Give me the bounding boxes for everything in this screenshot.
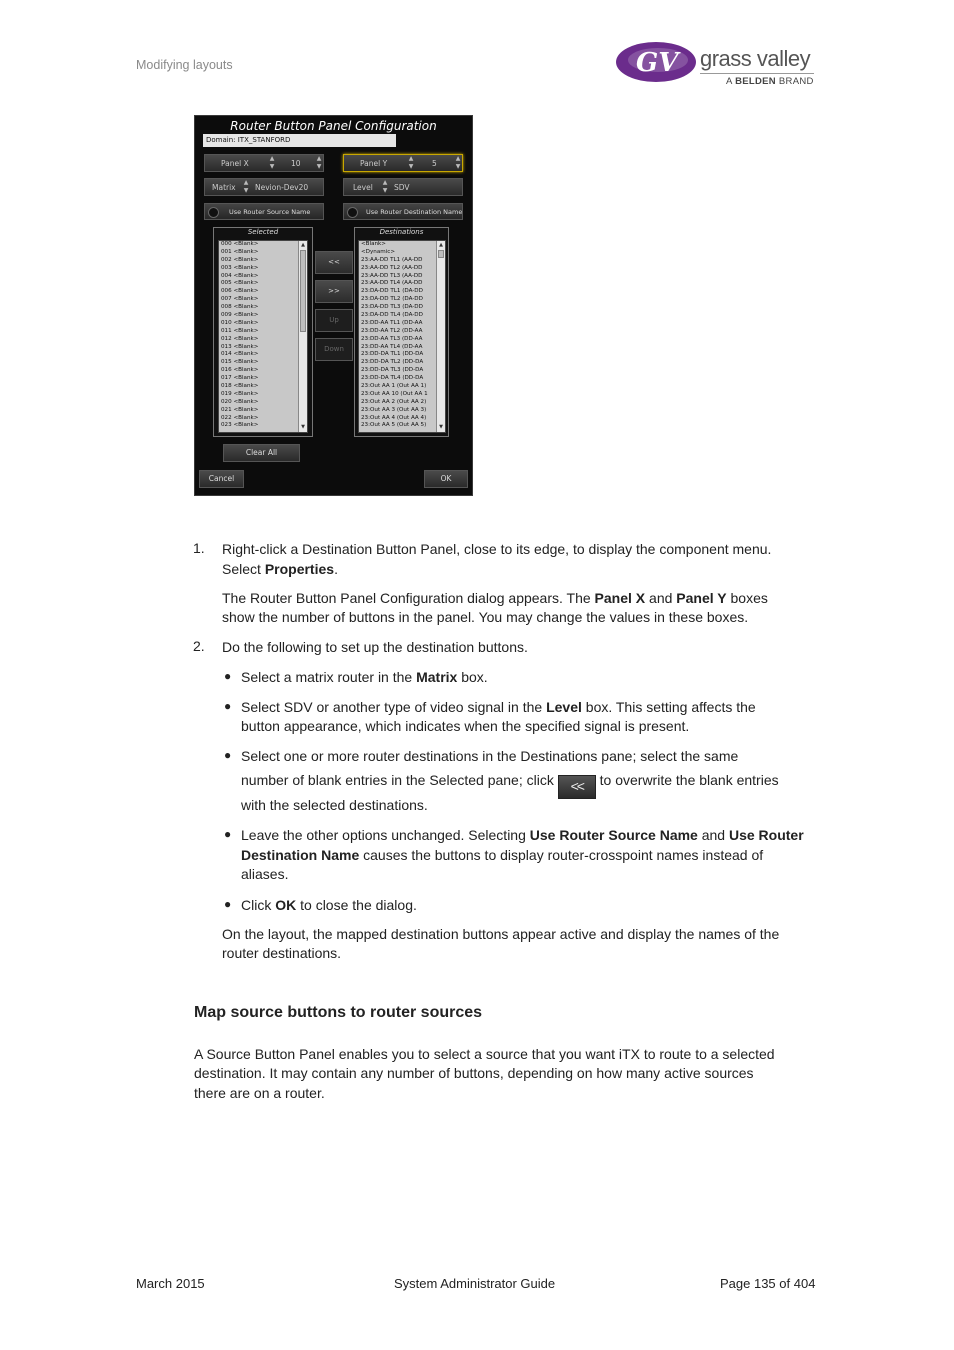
destination-list-item[interactable]: <Blank> xyxy=(361,241,386,247)
selected-header: Selected xyxy=(247,228,279,236)
down-button[interactable]: Down xyxy=(315,338,353,361)
logo-wordmark: grass valley xyxy=(700,46,811,71)
panel-y-field[interactable] xyxy=(343,154,463,172)
selected-list-item[interactable]: 011 <Blank> xyxy=(221,327,259,334)
move-left-button[interactable]: << xyxy=(315,251,353,274)
selected-list-item[interactable]: 020 <Blank> xyxy=(221,398,259,405)
logo-rule xyxy=(700,73,814,74)
use-dest-name-label: Use Router Destination Name xyxy=(366,208,463,216)
step-1-para-line-1: The Router Button Panel Configuration dialog appears. The Panel X and Panel Y boxes xyxy=(222,590,768,606)
selected-list-item[interactable]: 004 <Blank> xyxy=(221,272,259,279)
panel-x-label: Panel X xyxy=(221,159,249,168)
bullet-4-line-2: Destination Name causes the buttons to display router-crosspoint names instead of xyxy=(241,847,764,863)
panel-x-spinner-icon[interactable]: ▲ ▼ xyxy=(269,155,275,170)
up-button[interactable]: Up xyxy=(315,309,353,332)
matrix-spinner-icon[interactable]: ▲ ▼ xyxy=(243,179,249,194)
router-config-dialog xyxy=(194,115,473,496)
source-name-radio-icon xyxy=(208,207,219,218)
section-para-line-1: A Source Button Panel enables you to select a source that you want iTX to route to a selected xyxy=(194,1046,775,1062)
selected-list-item[interactable]: 019 <Blank> xyxy=(221,390,259,397)
footer-date: March 2015 xyxy=(136,1276,205,1291)
gv-logo-mark-icon xyxy=(614,38,698,86)
logo-belden: A BELDEN BRAND xyxy=(726,76,814,87)
bullet-4-line-3: aliases. xyxy=(241,866,289,882)
bullet-1: Select a matrix router in the Matrix box. xyxy=(241,669,488,685)
destinations-scrollbar[interactable] xyxy=(436,241,445,432)
level-select[interactable] xyxy=(343,178,463,196)
bullet-3-line-1: Select one or more router destinations in the Destinations pane; select the same xyxy=(241,748,739,764)
step-1-line-1: Right-click a Destination Button Panel, close to its edge, to display the component menu. xyxy=(222,541,772,557)
bullet-icon: ● xyxy=(224,699,232,713)
panel-x-value: 10 xyxy=(291,159,301,168)
destinations-header: Destinations xyxy=(379,228,424,236)
destination-list-item[interactable]: 23:DA-DD TL3 (DA-DD xyxy=(361,304,423,311)
dest-scroll-down-icon[interactable]: ▼ xyxy=(439,424,443,430)
bullet-2-line-2: button appearance, which indicates when the specified signal is present. xyxy=(241,718,690,734)
destination-list-item[interactable]: 23:DD-DA TL1 (DD-DA xyxy=(361,351,424,358)
panel-y-label: Panel Y xyxy=(360,159,388,168)
selected-list-item[interactable]: 013 <Blank> xyxy=(221,343,259,350)
destination-list-item[interactable]: 23:AA-DD TL2 (AA-DD xyxy=(361,264,423,271)
selected-list-item[interactable]: 005 <Blank> xyxy=(221,280,259,287)
selected-scrollbar[interactable] xyxy=(298,241,307,432)
destination-list-item[interactable]: 23:DA-DD TL1 (DA-DD xyxy=(361,288,423,295)
destination-list-item[interactable]: 23:DD-DA TL3 (DD-DA xyxy=(361,367,424,374)
dest-scroll-up-icon[interactable]: ▲ xyxy=(439,242,443,248)
destinations-list[interactable] xyxy=(358,240,446,433)
panel-y-spinner2-icon[interactable]: ▲ ▼ xyxy=(455,155,461,170)
selected-list-item[interactable]: 018 <Blank> xyxy=(221,383,259,390)
scroll-up-icon[interactable]: ▲ xyxy=(301,242,305,248)
use-source-name-label: Use Router Source Name xyxy=(229,208,311,216)
destination-list-item[interactable]: <Dynamic> xyxy=(361,248,396,255)
selected-list-item[interactable]: 008 <Blank> xyxy=(221,304,259,311)
bullet-icon: ● xyxy=(224,669,232,683)
destination-list-item[interactable]: 23:Out AA 5 (Out AA 5) xyxy=(361,422,427,429)
dialog-title: Router Button Panel Configuration xyxy=(230,119,437,133)
domain-field: Domain: ITX_STANFORD xyxy=(203,134,396,147)
dest-scroll-thumb[interactable] xyxy=(438,250,444,258)
running-header: Modifying layouts xyxy=(136,58,233,72)
selected-list-item[interactable]: 012 <Blank> xyxy=(221,335,259,342)
bullet-icon: ● xyxy=(224,827,232,841)
destination-list-item[interactable]: 23:Out AA 3 (Out AA 3) xyxy=(361,406,427,413)
level-spinner-icon[interactable]: ▲ ▼ xyxy=(382,179,388,194)
selected-list-item[interactable]: 016 <Blank> xyxy=(221,367,259,374)
destination-list-item[interactable]: 23:DD-AA TL3 (DD-AA xyxy=(361,335,423,342)
selected-list-item[interactable]: 014 <Blank> xyxy=(221,351,259,358)
destination-list-item[interactable]: 23:DA-DD TL4 (DA-DD xyxy=(361,312,423,319)
destination-list-item[interactable]: 23:Out AA 10 (Out AA 1 xyxy=(361,390,428,397)
move-right-button[interactable]: >> xyxy=(315,280,353,303)
after-line-1: On the layout, the mapped destination buttons appear active and display the names of the xyxy=(222,926,780,942)
bullet-2-line-1: Select SDV or another type of video signal in the Level box. This setting affects the xyxy=(241,699,756,715)
panel-x-spinner2-icon[interactable]: ▲ ▼ xyxy=(316,155,322,170)
move-left-inline-icon: << xyxy=(558,775,596,799)
panel-y-spinner-icon[interactable]: ▲ ▼ xyxy=(408,155,414,170)
bullet-4-line-1: Leave the other options unchanged. Selecting Use Router Source Name and Use Router xyxy=(241,827,804,843)
level-value: SDV xyxy=(394,183,410,192)
destination-list-item[interactable]: 23:Out AA 1 (Out AA 1) xyxy=(361,383,427,390)
selected-list-item[interactable]: 022 <Blank> xyxy=(221,414,259,421)
step-2-number: 2. xyxy=(193,638,205,654)
destination-list-item[interactable]: 23:DD-DA TL4 (DD-DA xyxy=(361,375,424,382)
destination-list-item[interactable]: 23:AA-DD TL1 (AA-DD xyxy=(361,256,423,263)
destination-list-item[interactable]: 23:AA-DD TL4 (AA-DD xyxy=(361,280,423,287)
bullet-3-line-2: number of blank entries in the Selected pane; click << to overwrite the blank entries xyxy=(241,771,779,799)
selected-list[interactable] xyxy=(218,240,308,433)
selected-list-item[interactable]: 017 <Blank> xyxy=(221,375,259,382)
destination-list-item[interactable]: 23:Out AA 4 (Out AA 4) xyxy=(361,414,427,421)
clear-all-button[interactable]: Clear All xyxy=(223,444,300,462)
selected-list-item[interactable]: 006 <Blank> xyxy=(221,288,259,295)
panel-y-value: 5 xyxy=(432,159,437,168)
destination-list-item[interactable]: 23:DD-DA TL2 (DD-DA xyxy=(361,359,424,366)
section-heading: Map source buttons to router sources xyxy=(194,1004,483,1021)
dest-name-radio-icon xyxy=(347,207,358,218)
matrix-value: Nevion-Dev20 xyxy=(255,183,309,192)
step-1-line-2: Select Properties. xyxy=(222,561,338,577)
after-line-2: router destinations. xyxy=(222,945,342,961)
destination-list-item[interactable]: 23:AA-DD TL3 (AA-DD xyxy=(361,272,423,279)
step-1-para-line-2: show the number of buttons in the panel. You may change the values in these boxes. xyxy=(222,609,749,625)
scroll-thumb[interactable] xyxy=(300,250,306,332)
destination-list-item[interactable]: 23:Out AA 2 (Out AA 2) xyxy=(361,398,427,405)
footer-title: System Administrator Guide xyxy=(394,1276,556,1291)
section-para-line-3: there are on a router. xyxy=(194,1085,325,1101)
selected-list-item[interactable]: 001 <Blank> xyxy=(221,248,259,255)
use-router-dest-name-checkbox[interactable] xyxy=(343,203,463,220)
selected-list-item[interactable]: 003 <Blank> xyxy=(221,264,259,271)
footer-page: Page 135 of 404 xyxy=(720,1276,816,1291)
use-router-source-name-checkbox[interactable] xyxy=(204,203,324,220)
selected-list-item[interactable]: 007 <Blank> xyxy=(221,296,259,303)
destination-list-item[interactable]: 23:DA-DD TL2 (DA-DD xyxy=(361,296,423,303)
grass-valley-logo xyxy=(614,36,824,92)
destination-list-item[interactable]: 23:DD-AA TL2 (DD-AA xyxy=(361,327,423,334)
svg-text:GV: GV xyxy=(636,48,679,78)
panel-x-field[interactable] xyxy=(204,154,324,172)
bullet-5: Click OK to close the dialog. xyxy=(241,897,417,913)
selected-list-item[interactable]: 000 <Blank> xyxy=(221,241,259,247)
bullet-icon: ● xyxy=(224,748,232,762)
level-label: Level xyxy=(353,183,373,192)
destinations-pane xyxy=(354,227,449,437)
destination-list-item[interactable]: 23:DD-AA TL4 (DD-AA xyxy=(361,343,423,350)
section-para-line-2: destination. It may contain any number of buttons, depending on how many active sources xyxy=(194,1065,754,1081)
selected-list-item[interactable]: 021 <Blank> xyxy=(221,406,259,413)
selected-list-item[interactable]: 015 <Blank> xyxy=(221,359,259,366)
bullet-3-line-3: with the selected destinations. xyxy=(241,797,428,813)
selected-list-item[interactable]: 010 <Blank> xyxy=(221,319,259,326)
step-2-text: Do the following to set up the destination buttons. xyxy=(222,639,528,655)
destination-list-item[interactable]: 23:DD-AA TL1 (DD-AA xyxy=(361,319,423,326)
selected-list-item[interactable]: 023 <Blank> xyxy=(221,422,259,429)
bullet-icon: ● xyxy=(224,897,232,911)
selected-pane xyxy=(213,227,313,437)
step-1-number: 1. xyxy=(193,540,205,556)
ok-button[interactable]: OK xyxy=(424,470,468,488)
selected-list-item[interactable]: 009 <Blank> xyxy=(221,312,259,319)
cancel-button[interactable]: Cancel xyxy=(199,470,244,488)
matrix-label: Matrix xyxy=(212,183,236,192)
matrix-select[interactable] xyxy=(204,178,324,196)
selected-list-item[interactable]: 002 <Blank> xyxy=(221,256,259,263)
scroll-down-icon[interactable]: ▼ xyxy=(301,424,305,430)
